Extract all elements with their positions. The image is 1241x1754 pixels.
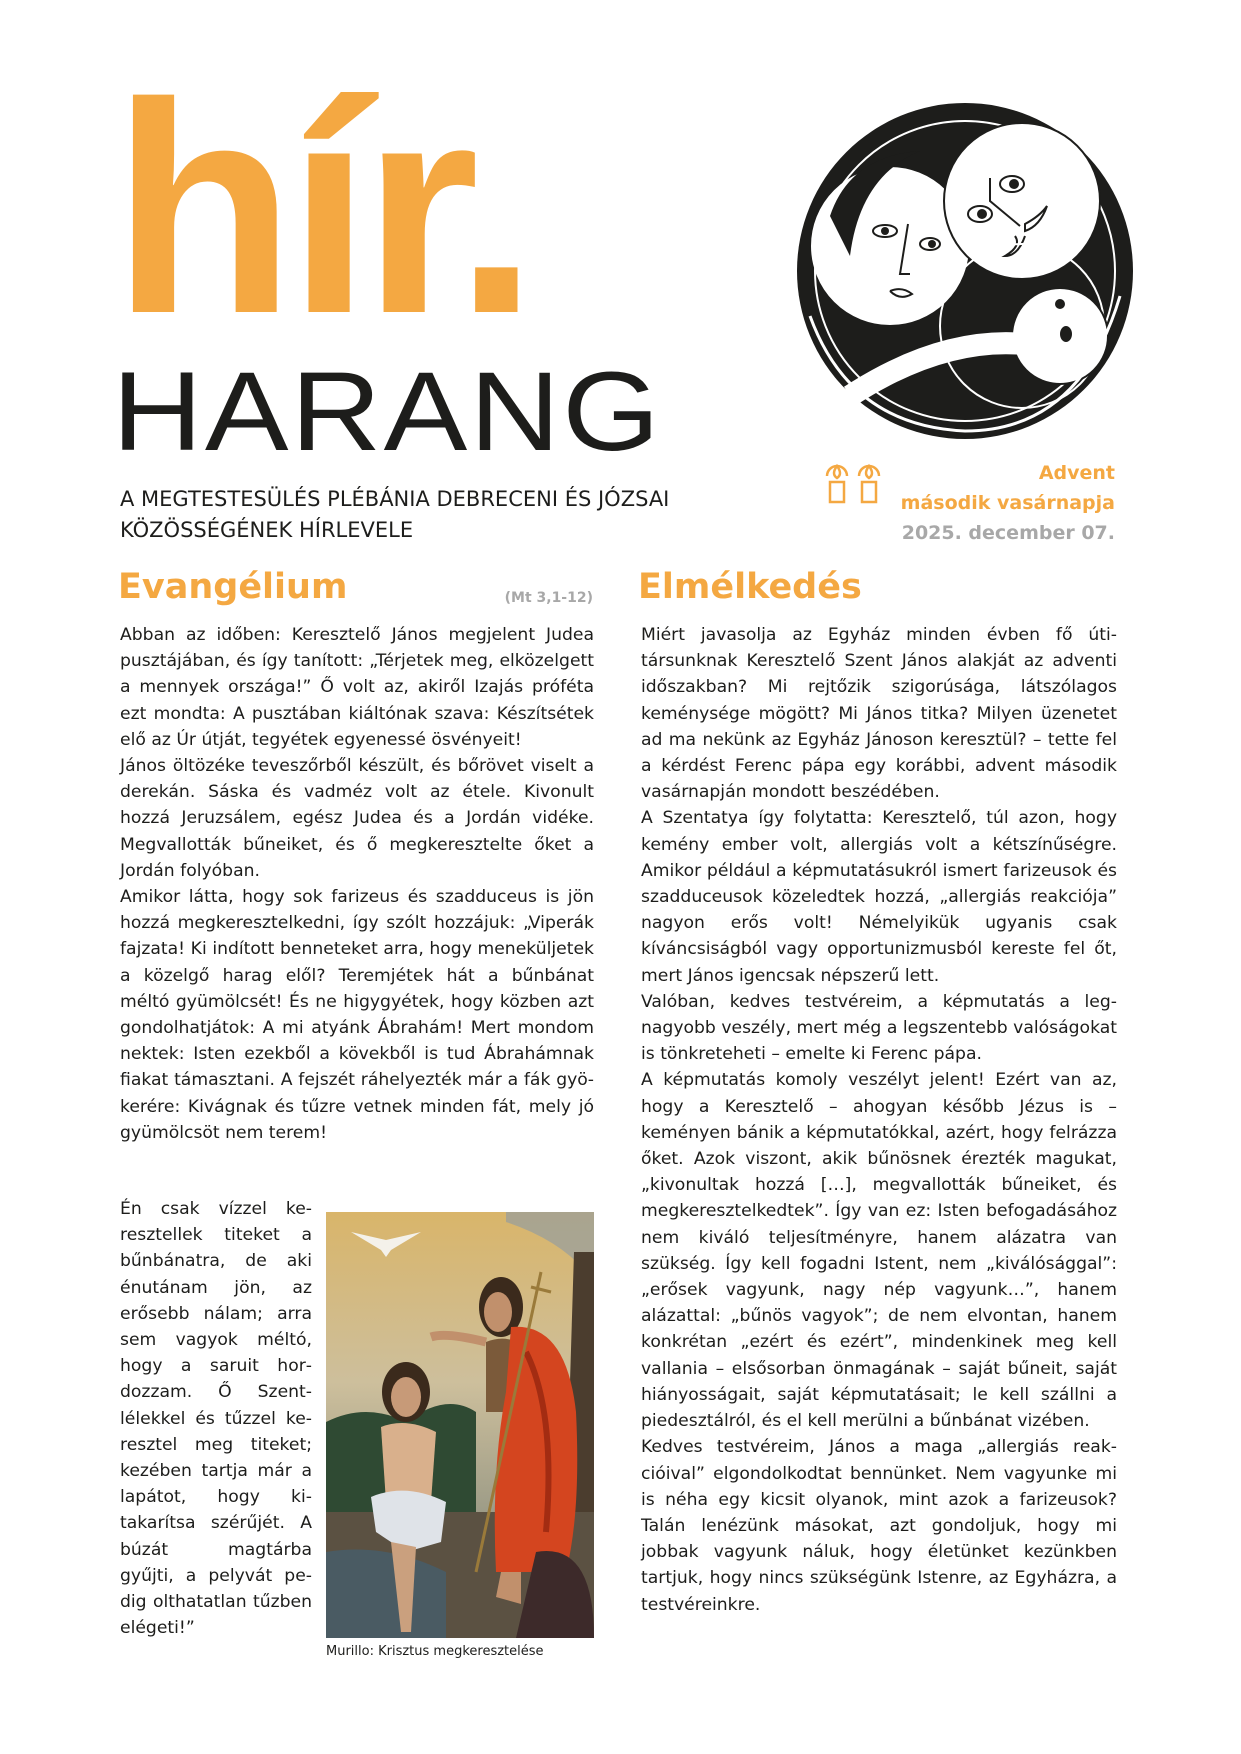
subtitle-line-2: KÖZÖSSÉGÉNEK HÍRLEVELE (120, 518, 414, 542)
gospel-title: Evangélium (118, 567, 348, 607)
subtitle-line-1: A MEGTESTESÜLÉS PLÉBÁNIA DEBRECENI ÉS JÓZSAI (120, 487, 670, 511)
gospel-paragraph: János öltözéke teveszőrből készült, és bőrövet viselt a derekán. Sáska és vadméz volt az étele. Kivonult hozzá Jeruzsálem, egész Judea és a Jordán vidéke. Megvallották bűneiket, és ő megkeresztelte őket a Jordán folyóban. (120, 756, 594, 881)
issue-info (901, 458, 1115, 548)
baptism-of-christ-painting (326, 1212, 594, 1638)
reflection-paragraph: Miért javasolja az Egyház minden évben fő útitársunknak Keresztelő Szent János alakját az adventi időszakban? Mi rejtőzik szigorúsága, látszólagos keménysége mögött? Mi János titka? Milyen üzenetet ad ma nekünk az Egyház Jánoson keresztül? – tette fel a kérdést Ferenc pápa egy korábbi, advent második vasárnapján mondott beszédében. (641, 625, 1117, 803)
two-candles-icon (822, 458, 888, 508)
reflection-paragraph: A képmutatás komoly veszélyt jelent! Ezért van az, hogy a Keresztelő – ahogyan később Jézus is – keményen bánik a képmutatókkal, azért, hogy felrázza őket. Azok viszont, akik bűnösnek érezték magukat, „kivonultak hozzá […], megvallották bűneiket, és megkeresztelkedtek”. Így van ez: Isten befogadásához nem kiváló teljesítményre, hanem alázatra van szükség. Így kell fogadni Istent, nem „kiválósággal”: „erősek vagyunk, nagy nép vagyunk…”, hanem alázattal: „bűnös vagyok”; de nem elvontan, hanem konkrétan „ezért és ezért”, mindenkinek meg kell vallania – elsősorban önmagának – saját bűneit, saját hiányosságait, saját képmutatásait; le kell szállni a piedesztálról, és el kell merülni a bűnbánat vizében. (641, 1070, 1117, 1432)
reflection-paragraph: Kedves testvéreim, János a maga „allergiás reakcióival” elgondolkodtat bennünket. Nem vagyunke mi is néha egy kicsit olyanok, mint azok a farizeusok? Talán lenézünk másokat, azt gondoljuk, hogy mi jobbak vagyunk náluk, hogy életünket kezünkben tartjuk, hogy nincs szükségünk Istenre, az Egyházra, a testvéreinkre. (641, 1437, 1117, 1615)
gospel-text (120, 622, 594, 1146)
gospel-wrapped-paragraph: Én csak vízzel keresztellek titeket a bűnbánatra, de aki énutánam jön, az erősebb nálam; arra sem vagyok méltó, hogy a saruit hordozzam. Ő Szentlélekkel és tűzzel keresztel meg titeket; kezében tartja már a lapátot, hogy kitakarítsa szérűjét. A búzát magtárba gyűjti, a pelyvát pedig olthatatlan tűzben elégeti!” (120, 1199, 312, 1639)
painting-caption: Murillo: Krisztus megkeresztelése (326, 1644, 544, 1659)
occasion-line-2: második vasárnapja (900, 492, 1115, 514)
issue-date: 2025. december 07. (901, 522, 1115, 544)
gospel-paragraph: Abban az időben: Keresztelő János megjelent Judea pusztájában, és így tanított: „Térjetek meg, elközelgett a mennyek országa!” Ő volt az, akiről Izajás próféta ezt mondta: A pusztában kiáltónak szava: Készítsétek elő az Úr útját, tegyétek egyenessé ösvényeit! (120, 625, 594, 750)
reflection-paragraph: A Szentatya így folytatta: Keresztelő, túl azon, hogy kemény ember volt, allergiás volt a kétszínűségre. Amikor például a képmutatásukról ismert farizeusok és szadduceusok közeledtek hozzá, „allergiás reakciója” nagyon erős volt! Némelyikük ugyanis csak kíváncsiságból vagy opportunizmusból kereste fel őt, mert János igencsak népszerű lett. (641, 808, 1117, 986)
reflection-text (641, 622, 1117, 1618)
newsletter-subtitle (120, 484, 760, 546)
gospel-paragraph: Amikor látta, hogy sok farizeus és szadduceus is jön hozzá megkeresztelkedni, így szólt hozzájuk: „Viperák fajzata! Ki indított benneteket arra, hogy meneküljetek a közelgő harag elől? Teremjétek hát a bűnbánat méltó gyümölcsét! És ne higygyétek, hogy közben azt gondolhatjátok: A mi atyánk Ábrahám! Mert mondom nektek: Isten ezekből a kövekből is tud Ábrahámnak fiakat támasztani. A fejszét ráhelyezték már a fák gyökerére: Kivágnak és tűzre vetnek minden fát, mely jó gyümölcsöt nem terem! (120, 887, 594, 1143)
logo-harang: HARANG (112, 349, 663, 474)
logo-hir: hír. (112, 40, 531, 376)
occasion-line-1: Advent (1038, 462, 1115, 484)
reflection-paragraph: Valóban, kedves testvéreim, a képmutatás a legnagyobb veszély, mert még a legszentebb valóságokat is tönkreteheti – emelte ki Ferenc pápa. (641, 991, 1117, 1065)
holy-family-emblem-icon (790, 96, 1140, 446)
gospel-reference: (Mt 3,1-12) (504, 590, 593, 606)
reflection-title: Elmélkedés (638, 567, 862, 607)
